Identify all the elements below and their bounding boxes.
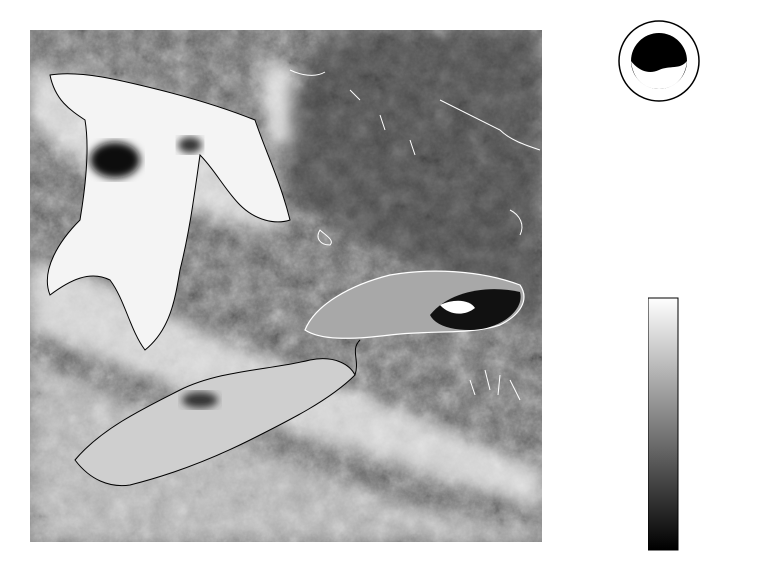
noaa-logo — [618, 20, 700, 102]
reflectance-scale — [648, 296, 758, 552]
scale-bar — [648, 298, 678, 550]
satellite-image — [30, 30, 542, 542]
erie-dark-patch — [182, 392, 218, 408]
dark-patch — [90, 142, 140, 178]
dark-patch-small — [178, 137, 202, 153]
